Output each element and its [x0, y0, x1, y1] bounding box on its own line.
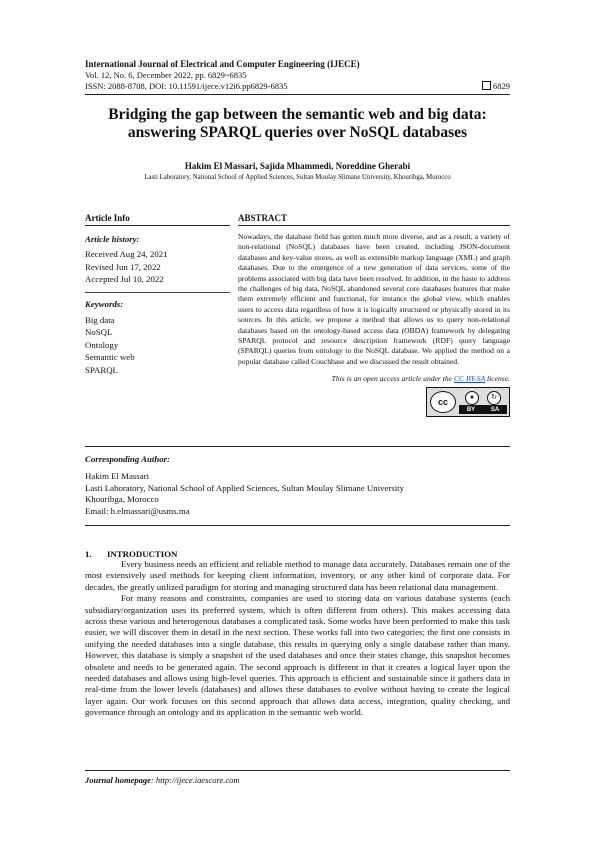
keyword: Semantic web	[85, 352, 135, 362]
abstract-heading: ABSTRACT	[238, 213, 510, 226]
issn-doi-line: ISSN: 2088-8708, DOI: 10.11591/ijece.v12i6.pp6829-6835	[85, 81, 288, 91]
abstract-section	[238, 213, 510, 417]
journal-name: International Journal of Electrical and Computer Engineering (IJECE)	[85, 59, 360, 69]
person-icon: ●	[465, 391, 479, 405]
volume-line: Vol. 12, No. 6, December 2022, pp. 6829~6835	[85, 70, 247, 80]
header-rule	[85, 94, 510, 95]
cc-by-sa-logo[interactable]	[426, 387, 510, 417]
history-accepted: Accepted Jul 10, 2022	[85, 274, 164, 284]
section-number: 1.	[85, 549, 92, 559]
title-line-2: answering SPARQL queries over NoSQL databases	[127, 124, 468, 141]
footer: Journal homepage: http://ijece.iaescore.com	[85, 775, 240, 785]
journal-homepage-link[interactable]: http://ijece.iaescore.com	[155, 775, 240, 785]
page-number: 6829	[493, 81, 510, 91]
section-rule	[85, 525, 510, 526]
abstract-text: Nowadays, the database field has gotten much more diverse, and as a result, a variety of non-relational (NoSQL) databases have been created, including JSON-document databases and key-value stores, as well as extensible markup language (XML) and graph databases. Due to the emergence of a new generation of data services, some of the problems associated with big data have been resolved. In addition, in the haste to address the challenges of big data, NoSQL abandoned several core databases features that make them extremely efficient and functional, for instance the global view, which enables users to access data regardless of how it is logically structured or physically stored in its sources. In this article, we propose a method that allows us to query non-relational databases based on the ontology-based access data (OBDA) framework by delegating SPARQL protocol and resource description framework (RDF) query language (SPARQL) queries from ontology to the NoSQL database. We applied the method on a popular database called Couchbase and we discussed the result obtained.	[238, 232, 510, 366]
affiliation: Lasti Laboratory, National School of Applied Sciences, Sultan Moulay Slimane University, Khouribga, Morocco	[144, 174, 451, 181]
section-title: INTRODUCTION	[107, 549, 178, 559]
history-revised: Revised Jun 17, 2022	[85, 261, 161, 272]
keywords-title: Keywords:	[85, 298, 124, 309]
section-rule	[85, 446, 510, 447]
paragraph: For many reasons and constraints, companies are used to storing data on various database systems (each subsidiary/organization uses its preferred system, which is often different from others). This makes accessing data across these various and heterogenous databases a complicated task. Some works have been performed to make this task easier, we will discover them in detail in the next section. These works fall into two categories; the first one consists in unifying the needed databases into a single database, this results in querying only a single database rather than many. However, this database is simply a snapshot of the used databases and once their states change, this snapshot becomes obsolete and needs to be generated again. The second approach is different in that it creates a logical layer upon the needed databases and allows using high-level queries. This approach is efficient and sustainable since it gathers data in real-time from the lower levels (databases) and allows these databases to evolve without having to create the logical layer again. Our work focuses on this second approach that allows data access, integration, quality checking, and governance through an ontology and its application in the semantic web world.	[85, 593, 510, 718]
license-prefix: This is an open access article under the	[331, 374, 454, 384]
corresponding-email[interactable]: Email: h.elmassari@usms.ma	[85, 505, 190, 516]
cc-sa-label: SA	[490, 406, 500, 413]
cc-by-label: BY	[466, 406, 476, 413]
corresponding-name: Hakim El Massari	[85, 471, 150, 481]
footer-rule	[85, 770, 510, 771]
article-info-heading: Article Info	[85, 213, 230, 226]
corresponding-affiliation: Lasti Laboratory, National School of Applied Sciences, Sultan Moulay Slimane University	[85, 482, 404, 493]
title-line-1: Bridging the gap between the semantic web and big data:	[108, 106, 487, 123]
keyword: NoSQL	[85, 327, 113, 337]
keyword: Ontology	[85, 339, 119, 350]
license-suffix: license.	[485, 374, 510, 384]
corresponding-location: Khouribga, Morocco	[85, 494, 159, 505]
authors: Hakim El Massari, Sajida Mhammedi, Noreddine Gherabi	[184, 161, 411, 171]
cc-icon: cc	[430, 391, 456, 413]
corresponding-author	[85, 454, 510, 517]
keywords-list	[85, 314, 230, 377]
history-received: Received Aug 24, 2021	[85, 249, 168, 259]
corresponding-heading: Corresponding Author:	[85, 454, 170, 464]
keyword: Big data	[85, 314, 115, 325]
section-heading	[85, 549, 510, 559]
history-list	[85, 248, 230, 286]
license-link[interactable]: CC BY-SA	[453, 374, 486, 384]
history-title: Article history:	[85, 234, 140, 244]
footer-label: Journal homepage	[85, 775, 151, 785]
paper-title	[85, 106, 510, 142]
keyword: SPARQL	[85, 364, 118, 375]
license-note	[238, 374, 510, 383]
introduction-section	[85, 549, 510, 719]
square-icon	[482, 81, 491, 90]
article-info	[85, 213, 230, 376]
share-alike-icon: ↻	[487, 391, 501, 405]
paragraph: Every business needs an efficient and reliable method to manage data accurately. Databases remain one of the most extensively used methods for keeping client information, inventory, or any other kind of corporate data. For decades, the greatly utilized paradigm for storing and managing structured data has been relational data management.	[85, 559, 510, 592]
corresponding-body	[85, 471, 510, 517]
divider	[85, 292, 230, 293]
cc-strip	[459, 405, 507, 414]
